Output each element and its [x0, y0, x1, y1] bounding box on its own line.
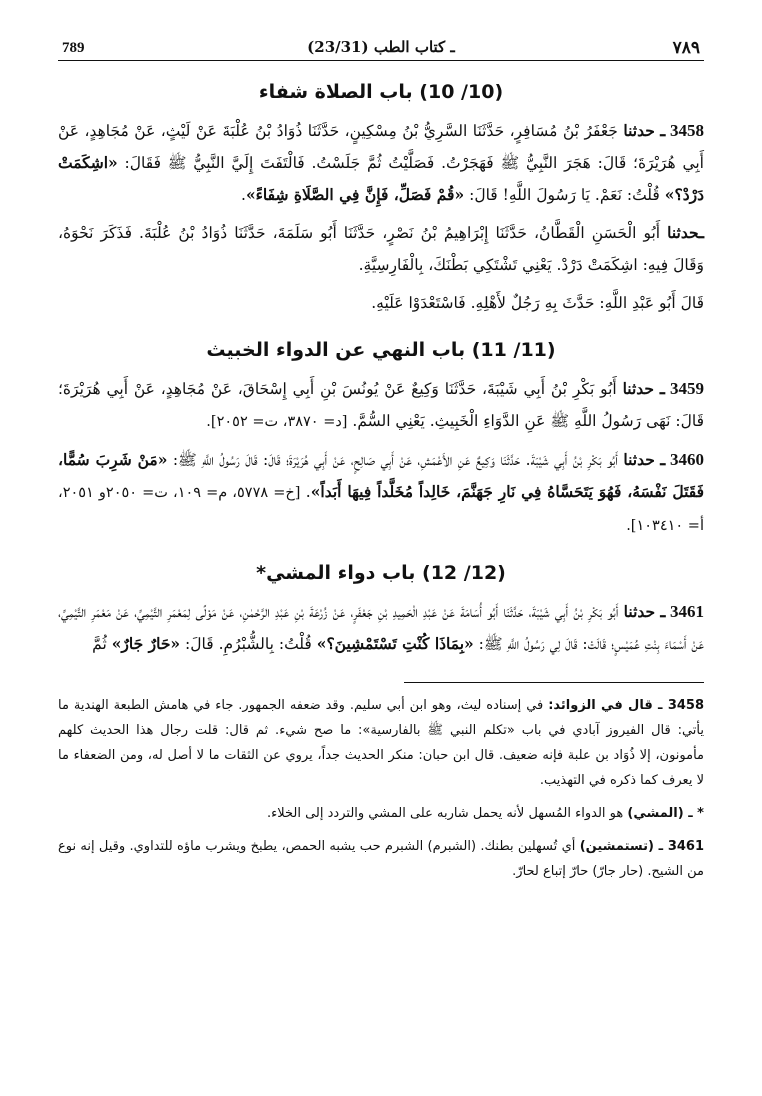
cross-reference: [خ= ٥٧٧٨، م= ١٠٩، ت= ٢٠٥٠و ٢٠٥١، أ= ١٠٣٤١٠].	[58, 485, 704, 534]
hadith-number: 3459 ـ	[659, 379, 704, 398]
hadith-3460	[58, 444, 704, 542]
main-text	[58, 81, 704, 884]
footnote-text: في إسناده ليث، وهو ابن أبي سليم. وقد ضعفه الجمهور. جاء في هامش الطبعة الهندية ما يأتي: قال الفيروز آبادي في باب «تكلم النبي ﷺ بالفارسية»: ما صح شيء. ثم قال: قلت رجال هذا الحديث كلهم مأمونون، إلا ذُوَاد بن علبة فإنه ضعيف. قال ابن حبان: منكر الحديث جداً، يروي عن الثقات ما لا أصل له، ومن الضعفاء ما لا يعرف كما ذكره في التهذيب.	[58, 698, 704, 788]
section-heading: (12/ 12) باب دواء المشي*	[256, 562, 506, 584]
page-number-arabic: ٧٨٩	[672, 38, 700, 58]
prophet-quote: «اشِكَمَتْ دَرْدْ؟»	[58, 153, 704, 204]
footnote	[58, 693, 704, 793]
hadith-3461	[58, 596, 704, 660]
running-title: (23/31) ـ كتاب الطب	[307, 38, 455, 56]
hadith-lead: حدثنا	[623, 450, 655, 469]
hadith-text-cont: قُلْتُ: نَعَمْ. يَا رَسُولَ اللَّهِ! قَالَ:	[469, 186, 660, 204]
hadith-number: 3461 ـ	[660, 602, 704, 621]
hadith-end: ثُمَّ	[92, 635, 107, 653]
author-comment	[58, 287, 704, 319]
hadith-text-cont: قُلْتُ: بِالشُّبْرُمِ. قَالَ:	[185, 635, 312, 653]
hadith-lead: حدثنا	[623, 602, 656, 621]
hadith-lead: حدثنا	[667, 223, 700, 242]
footnote-key: 3458 ـ قال في الزوائد:	[548, 698, 704, 713]
hadith-text: أَبُو الْحَسَنِ الْقَطَّانُ، حَدَّثَنَا إِبْرَاهِيمُ بْنُ نَصْرٍ، حَدَّثَنَا أَبُو سَلَمَةَ، حَدَّثَنَا ذُوَادُ بْنُ عُلْبَةَ. فَذَكَرَ نَحْوَهُ، وَقَالَ فِيهِ: اشِكَمَتْ دَرْدْ. يَعْنِي تَشْتَكِي بَطْنَكَ، بِالْفَارِسِيَّةِ.	[58, 224, 704, 274]
hadith-3458	[58, 115, 704, 211]
hadith-3459	[58, 373, 704, 438]
hadith-number: 3458 ـ	[660, 121, 704, 140]
cross-reference: [د= ٣٨٧٠، ت= ٢٠٥٢].	[206, 414, 348, 430]
footnote-key: * ـ (المشي)	[627, 806, 704, 821]
hadith-text: أَبُو بَكْرِ بْنُ أَبِي شَيْبَةَ. حَدَّثَنَا وَكِيعٌ عَنِ الأَعْمَشِ، عَنْ أَبِي صَالِحٍ، عَنْ أَبِي هُرَيْرَةَ؛ قَالَ: قَالَ رَسُولُ اللَّهِ ﷺ:	[172, 451, 618, 469]
running-header	[58, 26, 704, 60]
footnote-text: هو الدواء المُسهل لأنه يحمل شاربه على المشي والتردد إلى الخلاء.	[267, 806, 624, 821]
hadith-text: قَالَ أَبُو عَبْدِ اللَّهِ: حَدَّثَ بِهِ رَجُلٌ لأَهْلِهِ. فَاسْتَعْدَوْا عَلَيْهِ.	[371, 294, 704, 312]
hadith-end: .	[305, 483, 311, 501]
hadith-text: أَبُو بَكْرِ بْنُ أَبِي شَيْبَةَ، حَدَّثَنَا وَكِيعٌ عَنْ يُونُسَ بْنِ أَبِي إِسْحَاقَ، عَنْ مُجَاهِدٍ، عَنْ أَبِي هُرَيْرَةَ؛ قَالَ: نَهَى رَسُولُ اللَّهِ ﷺ عَنِ الدَّوَاءِ الْخَبِيثِ. يَعْنِي السُّمَّ.	[58, 380, 704, 430]
hadith-lead: حدثنا	[623, 121, 655, 140]
hadith-lead: حدثنا	[622, 379, 655, 398]
footnote	[58, 801, 704, 826]
prophet-quote: «مَنْ شَرِبَ سُمًّا، فَقَتَلَ نَفْسَهُ، فَهُوَ يَتَحَسَّاهُ فِي نَارِ جَهَنَّمَ، خَالِداً مُخَلَّداً فِيهَا أَبَداً»	[58, 450, 705, 501]
hadith-number: ـ	[699, 223, 704, 242]
hadith-number: 3460 ـ	[660, 450, 704, 469]
header-rule	[58, 60, 704, 61]
footnote-key: 3461 ـ (تستمشين)	[579, 839, 704, 854]
hadith-text: جَعْفَرُ بْنُ مُسَافِرٍ، حَدَّثَنَا السَّرِيُّ بْنُ مِسْكِينٍ، حَدَّثَنَا ذُوَادُ بْنُ عُلْبَةَ عَنْ لَيْثٍ، عَنْ مُجَاهِدٍ، عَنْ أَبِي هُرَيْرَةَ؛ قَالَ: هَجَرَ النَّبِيُّ ﷺ فَهَجَرْتُ. فَصَلَّيْتُ ثُمَّ جَلَسْتُ. فَالْتَفَتَ إِلَيَّ النَّبِيُّ ﷺ فَقَالَ:	[58, 122, 704, 172]
footnote-text: أي تُسهلين بطنك. (الشبرم) الشبرم حب يشبه الحمص، يطبخ ويشرب ماؤه للتداوي. وقيل إنه نوع من الشيح. (حار جارّ) حارّ إتباع لحارّ.	[58, 839, 704, 879]
hadith-chain-alt	[58, 217, 704, 281]
prophet-quote: «حَارٌ جَارٌ»	[111, 634, 181, 653]
prophet-quote: «بِمَاذَا كُنْتِ تَسْتَمْشِينَ؟»	[316, 634, 474, 653]
footnote	[58, 834, 704, 884]
hadith-end: .	[241, 186, 246, 204]
footnote-rule	[404, 682, 704, 683]
section-heading: (11/ 11) باب النهي عن الدواء الخبيث	[206, 339, 556, 361]
hadith-text: أَبُو بَكْرِ بْنُ أَبِي شَيْبَةَ، حَدَّثَنَا أَبُو أُسَامَةَ عَنْ عَبْدِ الْحَمِيدِ بْنِ جَعْفَرٍ، عَنْ زُرْعَةَ بْنِ عَبْدِ الرَّحْمٰنِ، عَنْ مَوْلًى لِمَعْمَرِ التَّيْمِيِّ، عَنْ مَعْمَرِ التَّيْمِيِّ، عَنْ أَسْمَاءَ بِنْتِ عُمَيْسٍ؛ قَالَتْ: قَالَ لِي رَسُولُ اللَّهِ ﷺ:	[58, 603, 704, 653]
page-number-latin: 789	[62, 40, 85, 56]
section-heading: (10/ 10) باب الصلاة شفاء	[258, 81, 504, 103]
prophet-quote: «قُمْ فَصَلِّ، فَإِنَّ فِي الصَّلَاةِ شِفَاءً»	[245, 185, 465, 204]
